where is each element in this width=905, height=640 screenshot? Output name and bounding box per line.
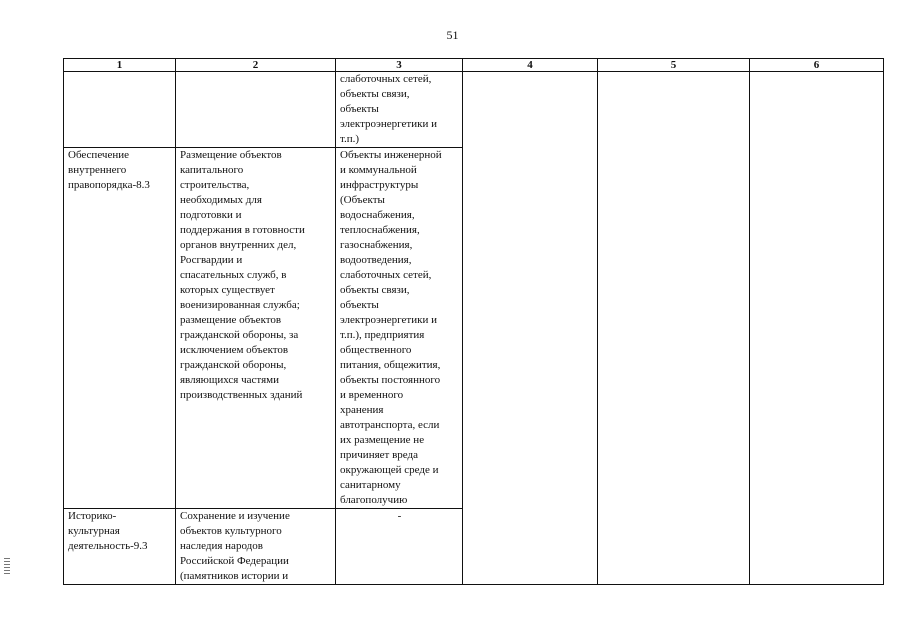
cell-use-type: Историко- культурная деятельность-9.3 bbox=[64, 509, 176, 585]
column-header-3: 3 bbox=[336, 59, 463, 72]
cell-description: Размещение объектов капитального строительства, необходимых для подготовки и поддержания в готовности органов внутренних дел, Росгвардии и спасательных служб, в которых существует военизированная служба; размещение объектов гражданской обороны, за исключением объектов гражданской обороны, являющихся частями производственных зданий bbox=[176, 148, 336, 509]
column-header-4: 4 bbox=[463, 59, 598, 72]
table-row bbox=[64, 72, 884, 148]
page-number: 51 bbox=[446, 28, 459, 42]
cell-use-type bbox=[64, 72, 176, 148]
column-header-2: 2 bbox=[176, 59, 336, 72]
cell-description bbox=[176, 72, 336, 148]
scan-margin-mark bbox=[4, 558, 10, 574]
cell-col-6 bbox=[750, 72, 884, 585]
cell-auxiliary-uses: - bbox=[336, 509, 463, 585]
cell-description: Сохранение и изучение объектов культурного наследия народов Российской Федерации (памятников истории и bbox=[176, 509, 336, 585]
land-use-table bbox=[63, 58, 884, 585]
cell-auxiliary-uses: Объекты инженерной и коммунальной инфраструктуры (Объекты водоснабжения, теплоснабжения, газоснабжения, водоотведения, слаботочных сетей, объекты связи, объекты электроэнергетики и т.п.), предприятия общественного питания, общежития, объекты постоянного и временного хранения автотранспорта, если их размещение не причиняет вреда окружающей среде и санитарному благополучию bbox=[336, 148, 463, 509]
cell-col-4 bbox=[463, 72, 598, 585]
cell-use-type: Обеспечение внутреннего правопорядка-8.3 bbox=[64, 148, 176, 509]
cell-col-5 bbox=[598, 72, 750, 585]
column-header-6: 6 bbox=[750, 59, 884, 72]
cell-auxiliary-uses: слаботочных сетей, объекты связи, объекты электроэнергетики и т.п.) bbox=[336, 72, 463, 148]
column-header-1: 1 bbox=[64, 59, 176, 72]
column-header-5: 5 bbox=[598, 59, 750, 72]
table-header-row bbox=[64, 59, 884, 72]
